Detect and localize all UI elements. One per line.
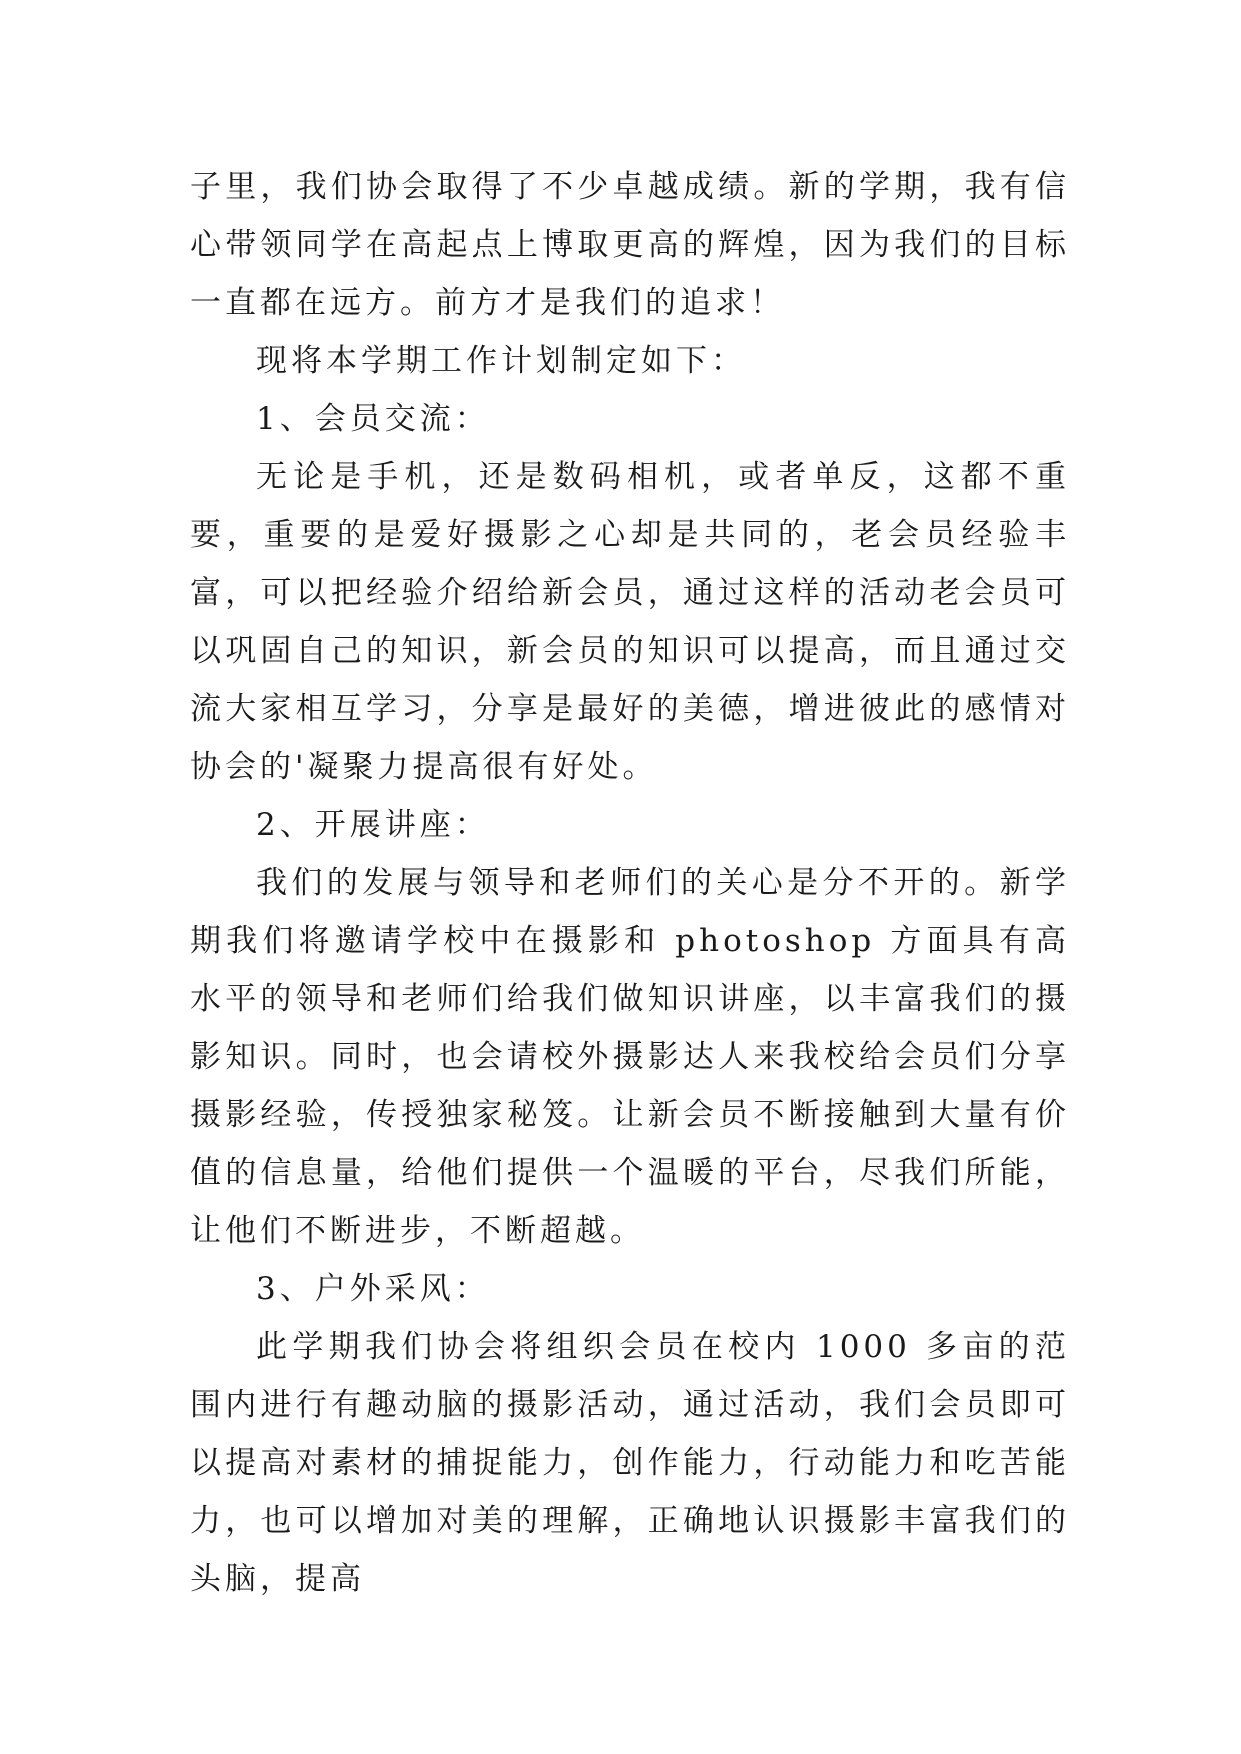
- heading-outdoor-shooting: 3、户外采风：: [256, 1271, 490, 1307]
- paragraph-outdoor-shooting: 此学期我们协会将组织会员在校内 1000 多亩的范围内进行有趣动脑的摄影活动，通过活动，我们会员即可以提高对素材的捕捉能力，创作能力，行动能力和吃苦能力，也可以增加对美的理解，正确地认识摄影丰富我们的头脑，提高: [190, 1329, 1070, 1597]
- document-body: [190, 158, 1070, 1608]
- heading-lectures: 2、开展讲座：: [256, 807, 490, 843]
- heading-member-exchange: 1、会员交流：: [256, 401, 490, 437]
- paragraph-plan-intro: 现将本学期工作计划制定如下：: [256, 343, 746, 379]
- paragraph-intro-continuation: 子里，我们协会取得了不少卓越成绩。新的学期，我有信心带领同学在高起点上博取更高的辉煌，因为我们的目标一直都在远方。前方才是我们的追求！: [190, 169, 1070, 321]
- paragraph-lectures: 我们的发展与领导和老师们的关心是分不开的。新学期我们将邀请学校中在摄影和 photoshop 方面具有高水平的领导和老师们给我们做知识讲座，以丰富我们的摄影知识。同时，也会请校外摄影达人来我校给会员们分享摄影经验，传授独家秘笈。让新会员不断接触到大量有价值的信息量，给他们提供一个温暖的平台，尽我们所能，让他们不断进步，不断超越。: [190, 865, 1070, 1249]
- paragraph-member-exchange: 无论是手机，还是数码相机，或者单反，这都不重要，重要的是爱好摄影之心却是共同的，老会员经验丰富，可以把经验介绍给新会员，通过这样的活动老会员可以巩固自己的知识，新会员的知识可以提高，而且通过交流大家相互学习，分享是最好的美德，增进彼此的感情对协会的'凝聚力提高很有好处。: [190, 459, 1070, 785]
